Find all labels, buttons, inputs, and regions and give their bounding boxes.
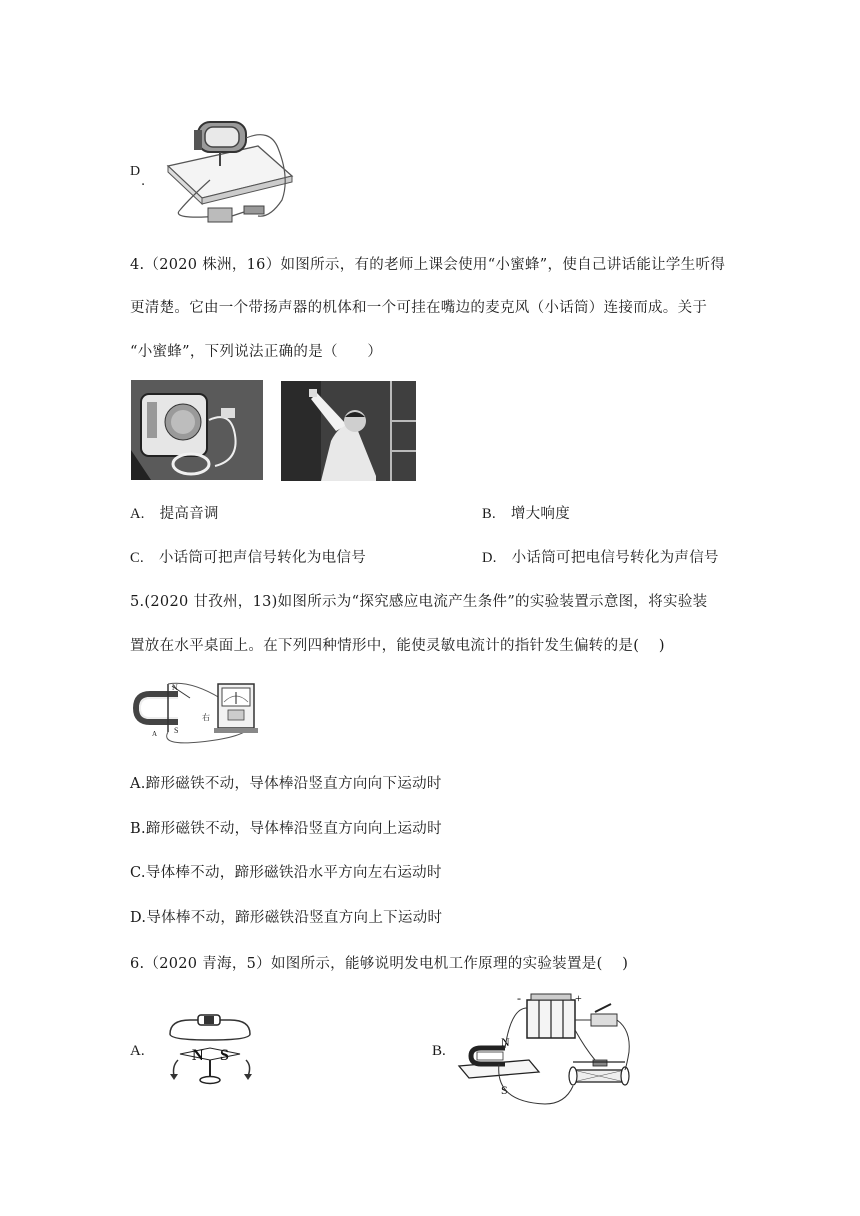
q4-option-b[interactable] — [482, 502, 570, 523]
q6-option-b-label[interactable]: B. — [432, 1043, 446, 1059]
q6-fig-a-label-n: N — [192, 1047, 204, 1064]
q5-option-a[interactable]: A.蹄形磁铁不动，导体棒沿竖直方向向下运动时 — [130, 776, 442, 792]
q3-option-d-dot: . — [141, 174, 146, 189]
q4-option-d-text: 小话筒可把电信号转化为声信号 — [511, 550, 719, 566]
q5-option-b[interactable]: B.蹄形磁铁不动，导体棒沿竖直方向向上运动时 — [130, 821, 442, 837]
q3-option-d-figure — [150, 108, 300, 233]
q4-teacher-photo — [281, 381, 416, 481]
q6-fig-b-label-n: N — [501, 1035, 510, 1049]
q6-fig-b-label-plus: + — [575, 991, 582, 1005]
q4-question-line-1: 4.（2020 株洲，16）如图所示，有的老师上课会使用“小蜜蜂”，使自己讲话能让学生听得 — [130, 257, 726, 273]
q5-question-line-2: 置放在水平桌面上。在下列四种情形中，能使灵敏电流计的指针发生偏转的是( ) — [130, 638, 665, 654]
q4-option-a-letter: A. — [130, 506, 145, 522]
q5-experiment-figure — [130, 676, 265, 748]
q4-question-line-2: 更清楚。它由一个带扬声器的机体和一个可挂在嘴边的麦克风（小话筒）连接而成。关于 — [130, 300, 708, 316]
q5-option-d[interactable]: D.导体棒不动，蹄形磁铁沿竖直方向上下运动时 — [130, 910, 443, 926]
q4-option-d[interactable] — [482, 546, 719, 567]
q5-question-line-1: 5.(2020 甘孜州，13)如图所示为“探究感应电流产生条件”的实验装置示意图，将实验装 — [130, 594, 708, 610]
q6-fig-a-label-s: S — [220, 1047, 229, 1064]
q4-option-d-letter: D. — [482, 550, 497, 566]
q5-fig-label-n: N — [172, 683, 178, 692]
q4-speaker-photo — [131, 380, 263, 480]
q4-option-b-letter: B. — [482, 506, 496, 522]
q4-option-a[interactable] — [130, 502, 219, 523]
q4-option-c-letter: C. — [130, 550, 144, 566]
q5-fig-label-a: A — [152, 730, 158, 738]
q6-fig-b-label-minus: - — [517, 991, 521, 1005]
q4-option-c[interactable] — [130, 546, 366, 567]
q6-fig-b-label-s: S — [501, 1083, 508, 1097]
q5-option-c[interactable]: C.导体棒不动，蹄形磁铁沿水平方向左右运动时 — [130, 865, 442, 881]
q6-option-a-label[interactable]: A. — [130, 1043, 145, 1059]
q5-fig-label-s: S — [174, 726, 179, 735]
q6-option-a-figure — [160, 1010, 260, 1090]
q4-option-b-text: 增大响度 — [510, 506, 571, 522]
q4-option-c-text: 小话筒可把声信号转化为电信号 — [158, 550, 367, 566]
q6-question-line-1: 6.（2020 青海，5）如图所示，能够说明发电机工作原理的实验装置是( ) — [130, 956, 629, 972]
q6-option-b-figure — [455, 990, 645, 1110]
q5-fig-label-right: 右 — [202, 713, 210, 722]
q3-option-d-label: D — [130, 164, 141, 179]
q4-option-a-text: 提高音调 — [159, 506, 219, 522]
q4-question-line-3: “小蜜蜂”，下列说法正确的是（ ） — [130, 344, 383, 360]
